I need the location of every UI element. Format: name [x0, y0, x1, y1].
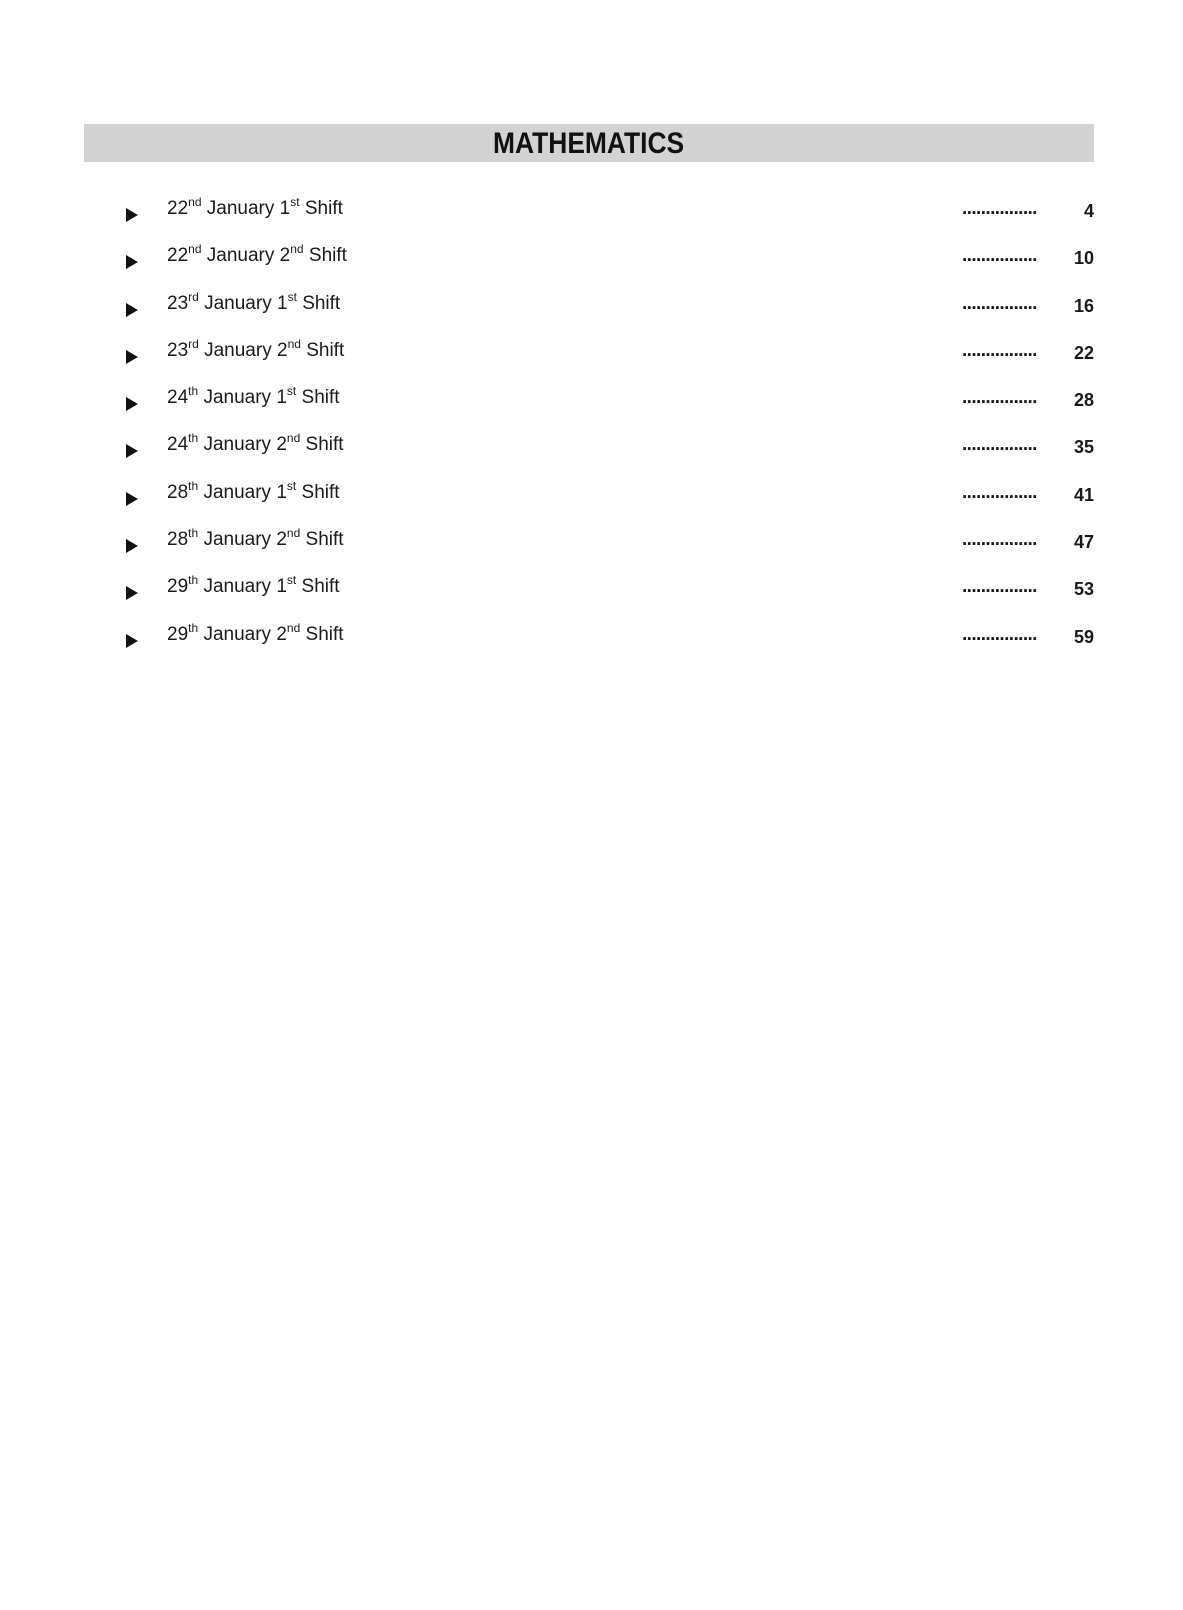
triangle-right-icon: [126, 255, 138, 269]
toc-entry-label: 22nd January 1st Shift: [167, 195, 343, 219]
page-number: 53: [1073, 579, 1094, 600]
triangle-right-icon: [126, 492, 138, 506]
toc-entry[interactable]: [0, 291, 1183, 338]
leader-dots: ................: [962, 623, 1037, 645]
leader-dots: ................: [962, 481, 1037, 503]
leader-dots: ................: [962, 339, 1037, 361]
page-number: 28: [1073, 390, 1094, 411]
page-number: 41: [1073, 484, 1094, 505]
toc-entry[interactable]: [0, 622, 1183, 669]
toc-entry[interactable]: [0, 196, 1183, 243]
toc-entry[interactable]: [0, 243, 1183, 290]
triangle-right-icon: [126, 208, 138, 222]
toc-entry-label: 24th January 1st Shift: [167, 384, 340, 409]
page-number: 22: [1073, 342, 1094, 363]
page-number: 10: [1073, 248, 1094, 269]
toc-entry[interactable]: [0, 432, 1183, 479]
toc-entry[interactable]: [0, 527, 1183, 574]
leader-dots: ................: [962, 434, 1037, 456]
toc-entry-label: 24th January 2nd Shift: [167, 431, 344, 456]
leader-dots: ................: [962, 198, 1037, 219]
toc-entry[interactable]: [0, 480, 1183, 527]
toc-entry[interactable]: [0, 574, 1183, 621]
section-title-bar: [84, 124, 1094, 162]
triangle-right-icon: [126, 634, 138, 648]
toc-entry-label: 28th January 1st Shift: [167, 478, 340, 503]
toc-entry[interactable]: [0, 385, 1183, 432]
toc-entry-label: 28th January 2nd Shift: [167, 526, 344, 551]
leader-dots: ................: [962, 292, 1037, 314]
triangle-right-icon: [126, 303, 138, 317]
leader-dots: ................: [962, 245, 1037, 267]
toc-entry-label: 23rd January 1st Shift: [167, 289, 341, 314]
section-title: MATHEMATICS: [493, 127, 685, 160]
toc-entry-label: 23rd January 2nd Shift: [167, 336, 345, 361]
triangle-right-icon: [126, 586, 138, 600]
toc-entry-label: 22nd January 2nd Shift: [167, 242, 347, 267]
page-number: 59: [1073, 626, 1094, 647]
page-number: 35: [1073, 437, 1094, 458]
toc-entry[interactable]: [0, 338, 1183, 385]
triangle-right-icon: [126, 539, 138, 553]
leader-dots: ................: [962, 529, 1037, 551]
page-number: 16: [1073, 295, 1094, 316]
triangle-right-icon: [126, 397, 138, 411]
leader-dots: ................: [962, 387, 1037, 409]
page-number: 4: [1083, 201, 1094, 221]
toc-entry-label: 29th January 1st Shift: [167, 573, 340, 598]
triangle-right-icon: [126, 350, 138, 364]
toc-entry-label: 29th January 2nd Shift: [167, 620, 344, 645]
page-number: 47: [1073, 532, 1094, 553]
table-of-contents: [0, 196, 1183, 669]
leader-dots: ................: [962, 576, 1037, 598]
triangle-right-icon: [126, 444, 138, 458]
